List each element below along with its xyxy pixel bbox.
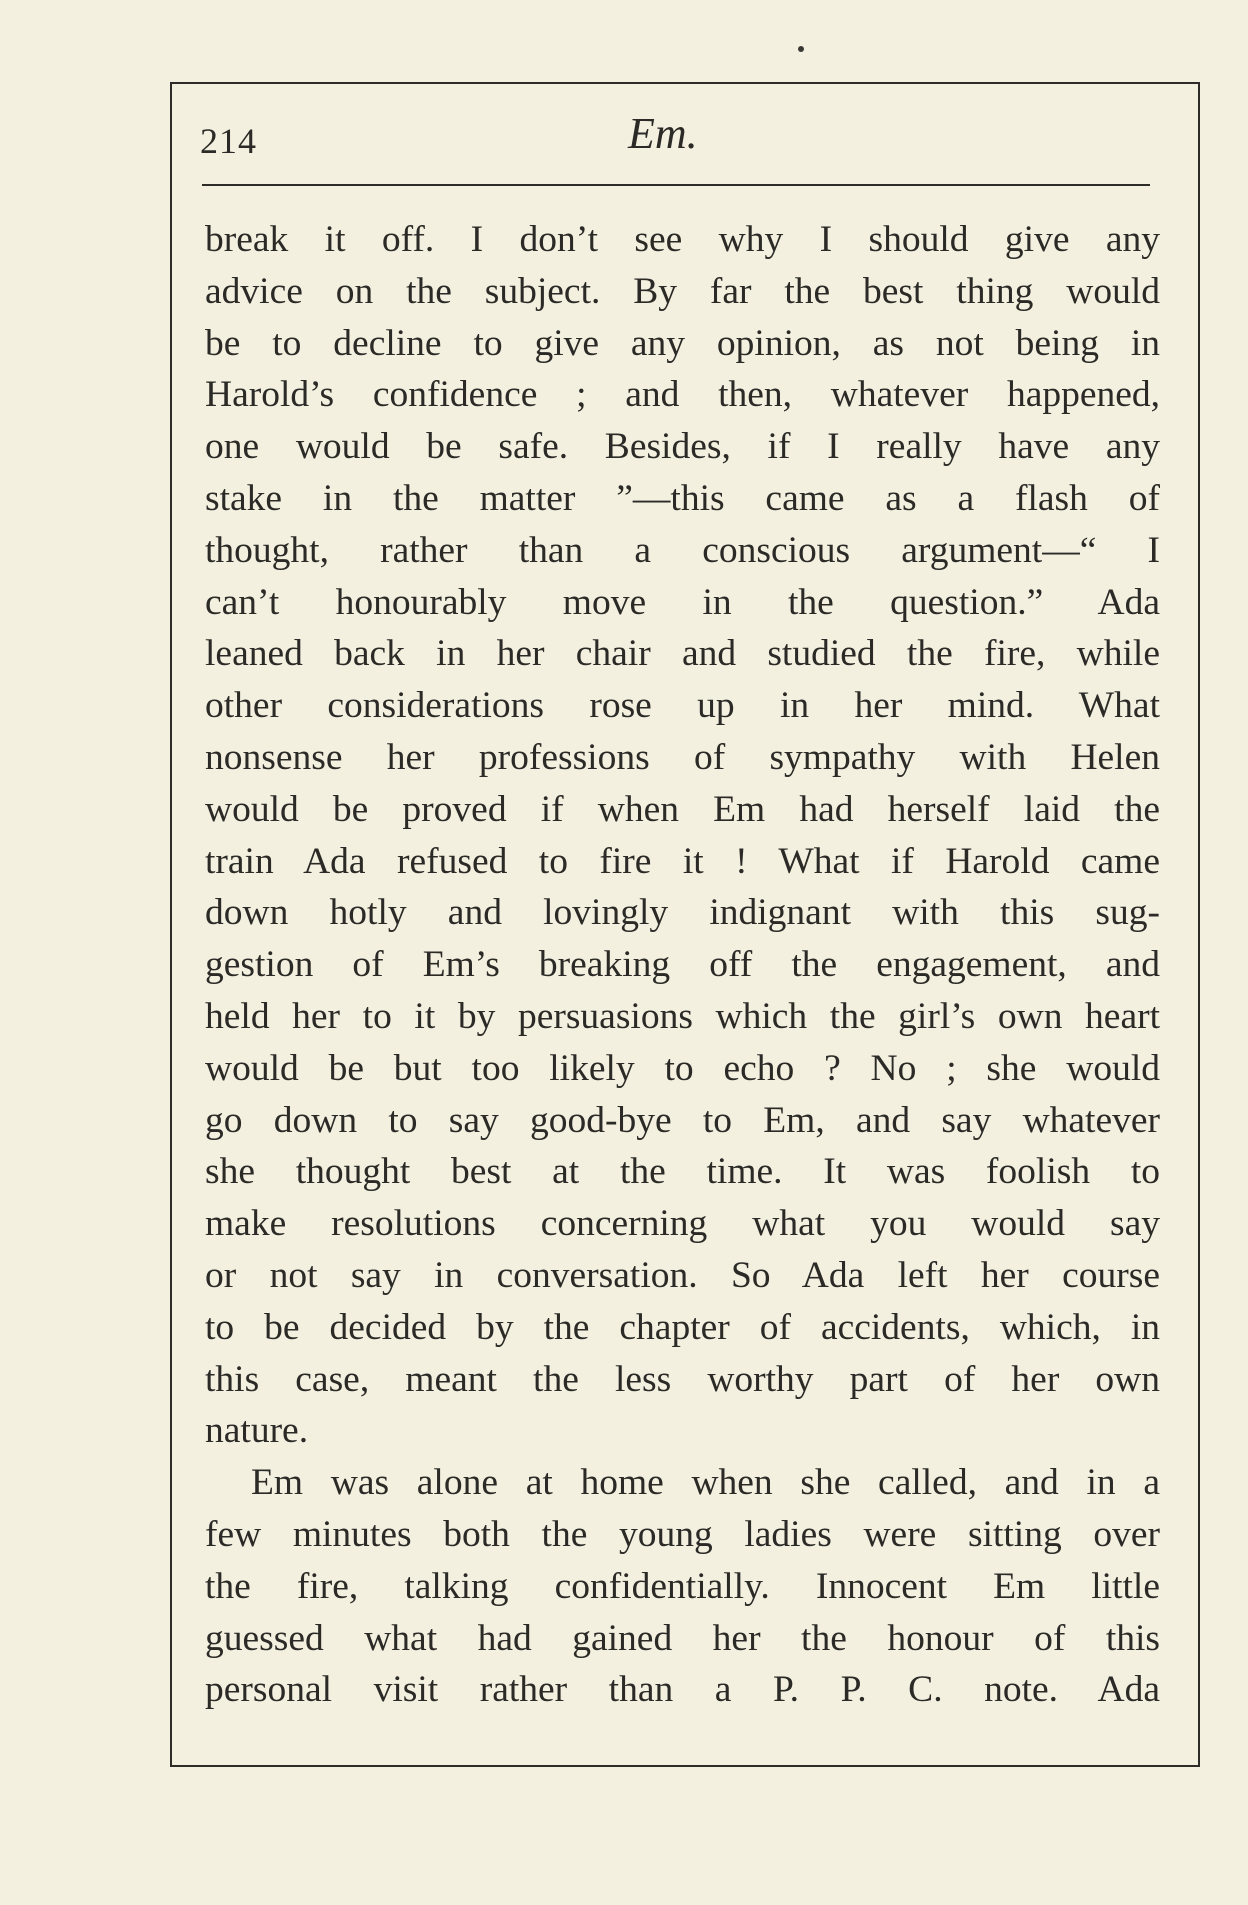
text-line: gestion of Em’s breaking off the engagement, and [205,944,1160,986]
text-line: the fire, talking confidentially. Innocent Em little [205,1565,1160,1607]
text-line: Harold’s confidence ; and then, whatever happened, [205,374,1160,416]
text-line: be to decline to give any opinion, as not being in [205,322,1160,364]
text-line: other considerations rose up in her mind. What [205,685,1160,727]
text-line: train Ada refused to fire it ! What if Harold came [205,840,1160,882]
text-line: down hotly and lovingly indignant with this sug- [205,892,1160,934]
ink-speck [798,46,804,52]
text-line: held her to it by persuasions which the girl’s own heart [205,995,1160,1037]
text-line: one would be safe. Besides, if I really have any [205,426,1160,468]
text-line: advice on the subject. By far the best thing would [205,270,1160,312]
text-line: thought, rather than a conscious argument—“ I [205,529,1160,571]
running-title: Em. [628,109,698,158]
header-rule [202,184,1150,186]
body-text [205,214,1160,1716]
text-line: can’t honourably move in the question.” Ada [205,581,1160,623]
text-line: nature. [205,1410,309,1452]
text-line: this case, meant the less worthy part of her own [205,1358,1160,1400]
text-line: personal visit rather than a P. P. C. note. Ada [205,1669,1160,1711]
text-line: few minutes both the young ladies were sitting over [205,1513,1160,1555]
text-line: would be proved if when Em had herself laid the [205,788,1160,830]
text-line: to be decided by the chapter of accidents, which, in [205,1306,1160,1348]
text-line: make resolutions concerning what you would say [205,1203,1160,1245]
text-line: break it off. I don’t see why I should give any [205,219,1160,260]
text-line: would be but too likely to echo ? No ; she would [205,1047,1160,1089]
text-line: or not say in conversation. So Ada left her course [205,1254,1160,1296]
text-line: stake in the matter ”—this came as a flash of [205,477,1160,519]
page-number: 214 [200,121,257,161]
text-line: Em was alone at home when she called, and in a [251,1462,1160,1504]
text-line: nonsense her professions of sympathy with Helen [205,736,1160,778]
text-line: go down to say good-bye to Em, and say whatever [205,1099,1160,1141]
text-line: guessed what had gained her the honour of this [205,1617,1160,1659]
text-line: she thought best at the time. It was foolish to [205,1151,1160,1193]
text-line: leaned back in her chair and studied the fire, while [205,633,1160,675]
